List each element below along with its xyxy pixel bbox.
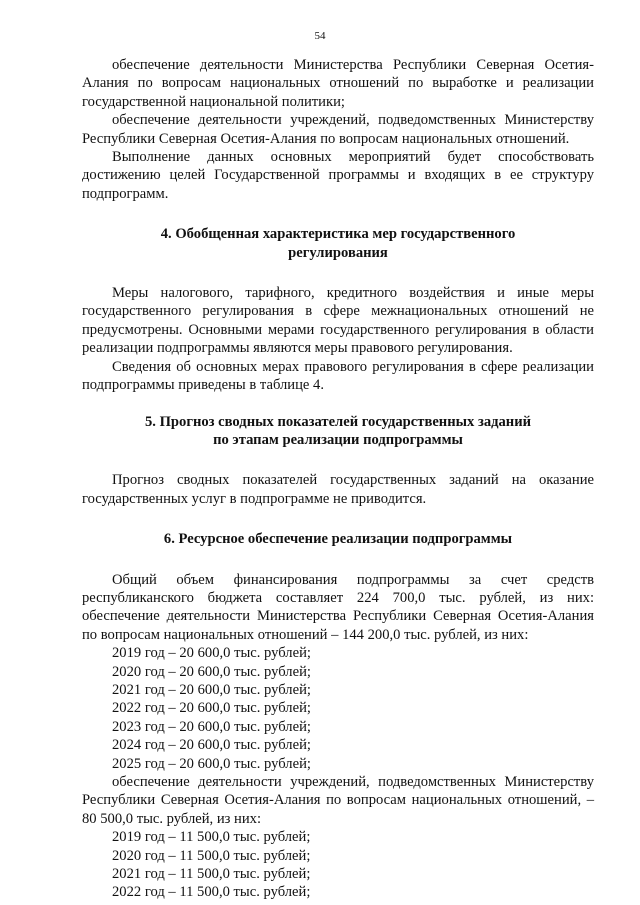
intro-paragraph: обеспечение деятельности Министерства Республики Северная Осетия-Алания по вопросам национальных отношений по выработке и реализации государственной национальной политики; — [82, 57, 594, 110]
page-number: 54 — [314, 30, 326, 42]
intro-paragraph: обеспечение деятельности учреждений, подведомственных Министерству Республики Северная Осетия-Алания по вопросам национальных отношений. — [82, 112, 594, 147]
ministry-year-item: 2023 год – 20 600,0 тыс. рублей; — [112, 718, 311, 735]
institution-year-item: 2021 год – 11 500,0 тыс. рублей; — [112, 866, 311, 883]
section-5-heading — [82, 413, 594, 450]
section-6-institutions-paragraph: обеспечение деятельности учреждений, подведомственных Министерству Республики Северная Осетия-Алания по вопросам национальных отношений, – 80 500,0 тыс. рублей, из них: — [82, 774, 594, 827]
section-5-paragraph: Прогноз сводных показателей государственных заданий на оказание государственных услуг в подпрограмме не приводится. — [82, 472, 594, 507]
intro-paragraph: Выполнение данных основных мероприятий будет способствовать достижению целей Государственной программы и входящих в ее структуру подпрограмм. — [82, 149, 594, 202]
institution-year-item: 2022 год – 11 500,0 тыс. рублей; — [112, 884, 311, 901]
ministry-year-item: 2024 год – 20 600,0 тыс. рублей; — [112, 737, 311, 754]
section-4-heading-line2: регулирования — [288, 244, 388, 261]
institution-year-item: 2020 год – 11 500,0 тыс. рублей; — [112, 847, 311, 864]
section-4-heading-line1: 4. Обобщенная характеристика мер государственного — [160, 226, 516, 243]
section-4-paragraph: Сведения об основных мерах правового регулирования в сфере реализации подпрограммы приведены в таблице 4. — [82, 358, 594, 394]
ministry-year-item: 2019 год – 20 600,0 тыс. рублей; — [112, 645, 311, 662]
document-body — [82, 56, 594, 902]
ministry-year-item: 2025 год – 20 600,0 тыс. рублей; — [112, 755, 311, 772]
section-4-heading — [82, 225, 594, 262]
ministry-year-item: 2020 год – 20 600,0 тыс. рублей; — [112, 663, 311, 680]
section-6-total-paragraph: Общий объем финансирования подпрограммы за счет средств республиканского бюджета составляет 224 700,0 тыс. рублей, из них: обеспечение деятельности Министерства Республики Северная Осетия-Алания по вопросам национальных отношений – 144 200,0 тыс. рублей, из них: — [82, 571, 594, 643]
section-4-paragraph: Меры налогового, тарифного, кредитного воздействия и иные меры государственного регулирования в сфере межнациональных отношений не предусмотрены. Основными мерами государственного регулирования в области реализации подпрограммы являются меры правового регулирования. — [82, 285, 594, 357]
ministry-year-item: 2022 год – 20 600,0 тыс. рублей; — [112, 700, 311, 717]
section-5-heading-line2: по этапам реализации подпрограммы — [213, 431, 463, 448]
section-6-heading: 6. Ресурсное обеспечение реализации подпрограммы — [163, 531, 513, 548]
section-5-heading-line1: 5. Прогноз сводных показателей государственных заданий — [144, 413, 532, 430]
ministry-year-item: 2021 год – 20 600,0 тыс. рублей; — [112, 681, 311, 698]
institution-year-item: 2019 год – 11 500,0 тыс. рублей; — [112, 829, 311, 846]
